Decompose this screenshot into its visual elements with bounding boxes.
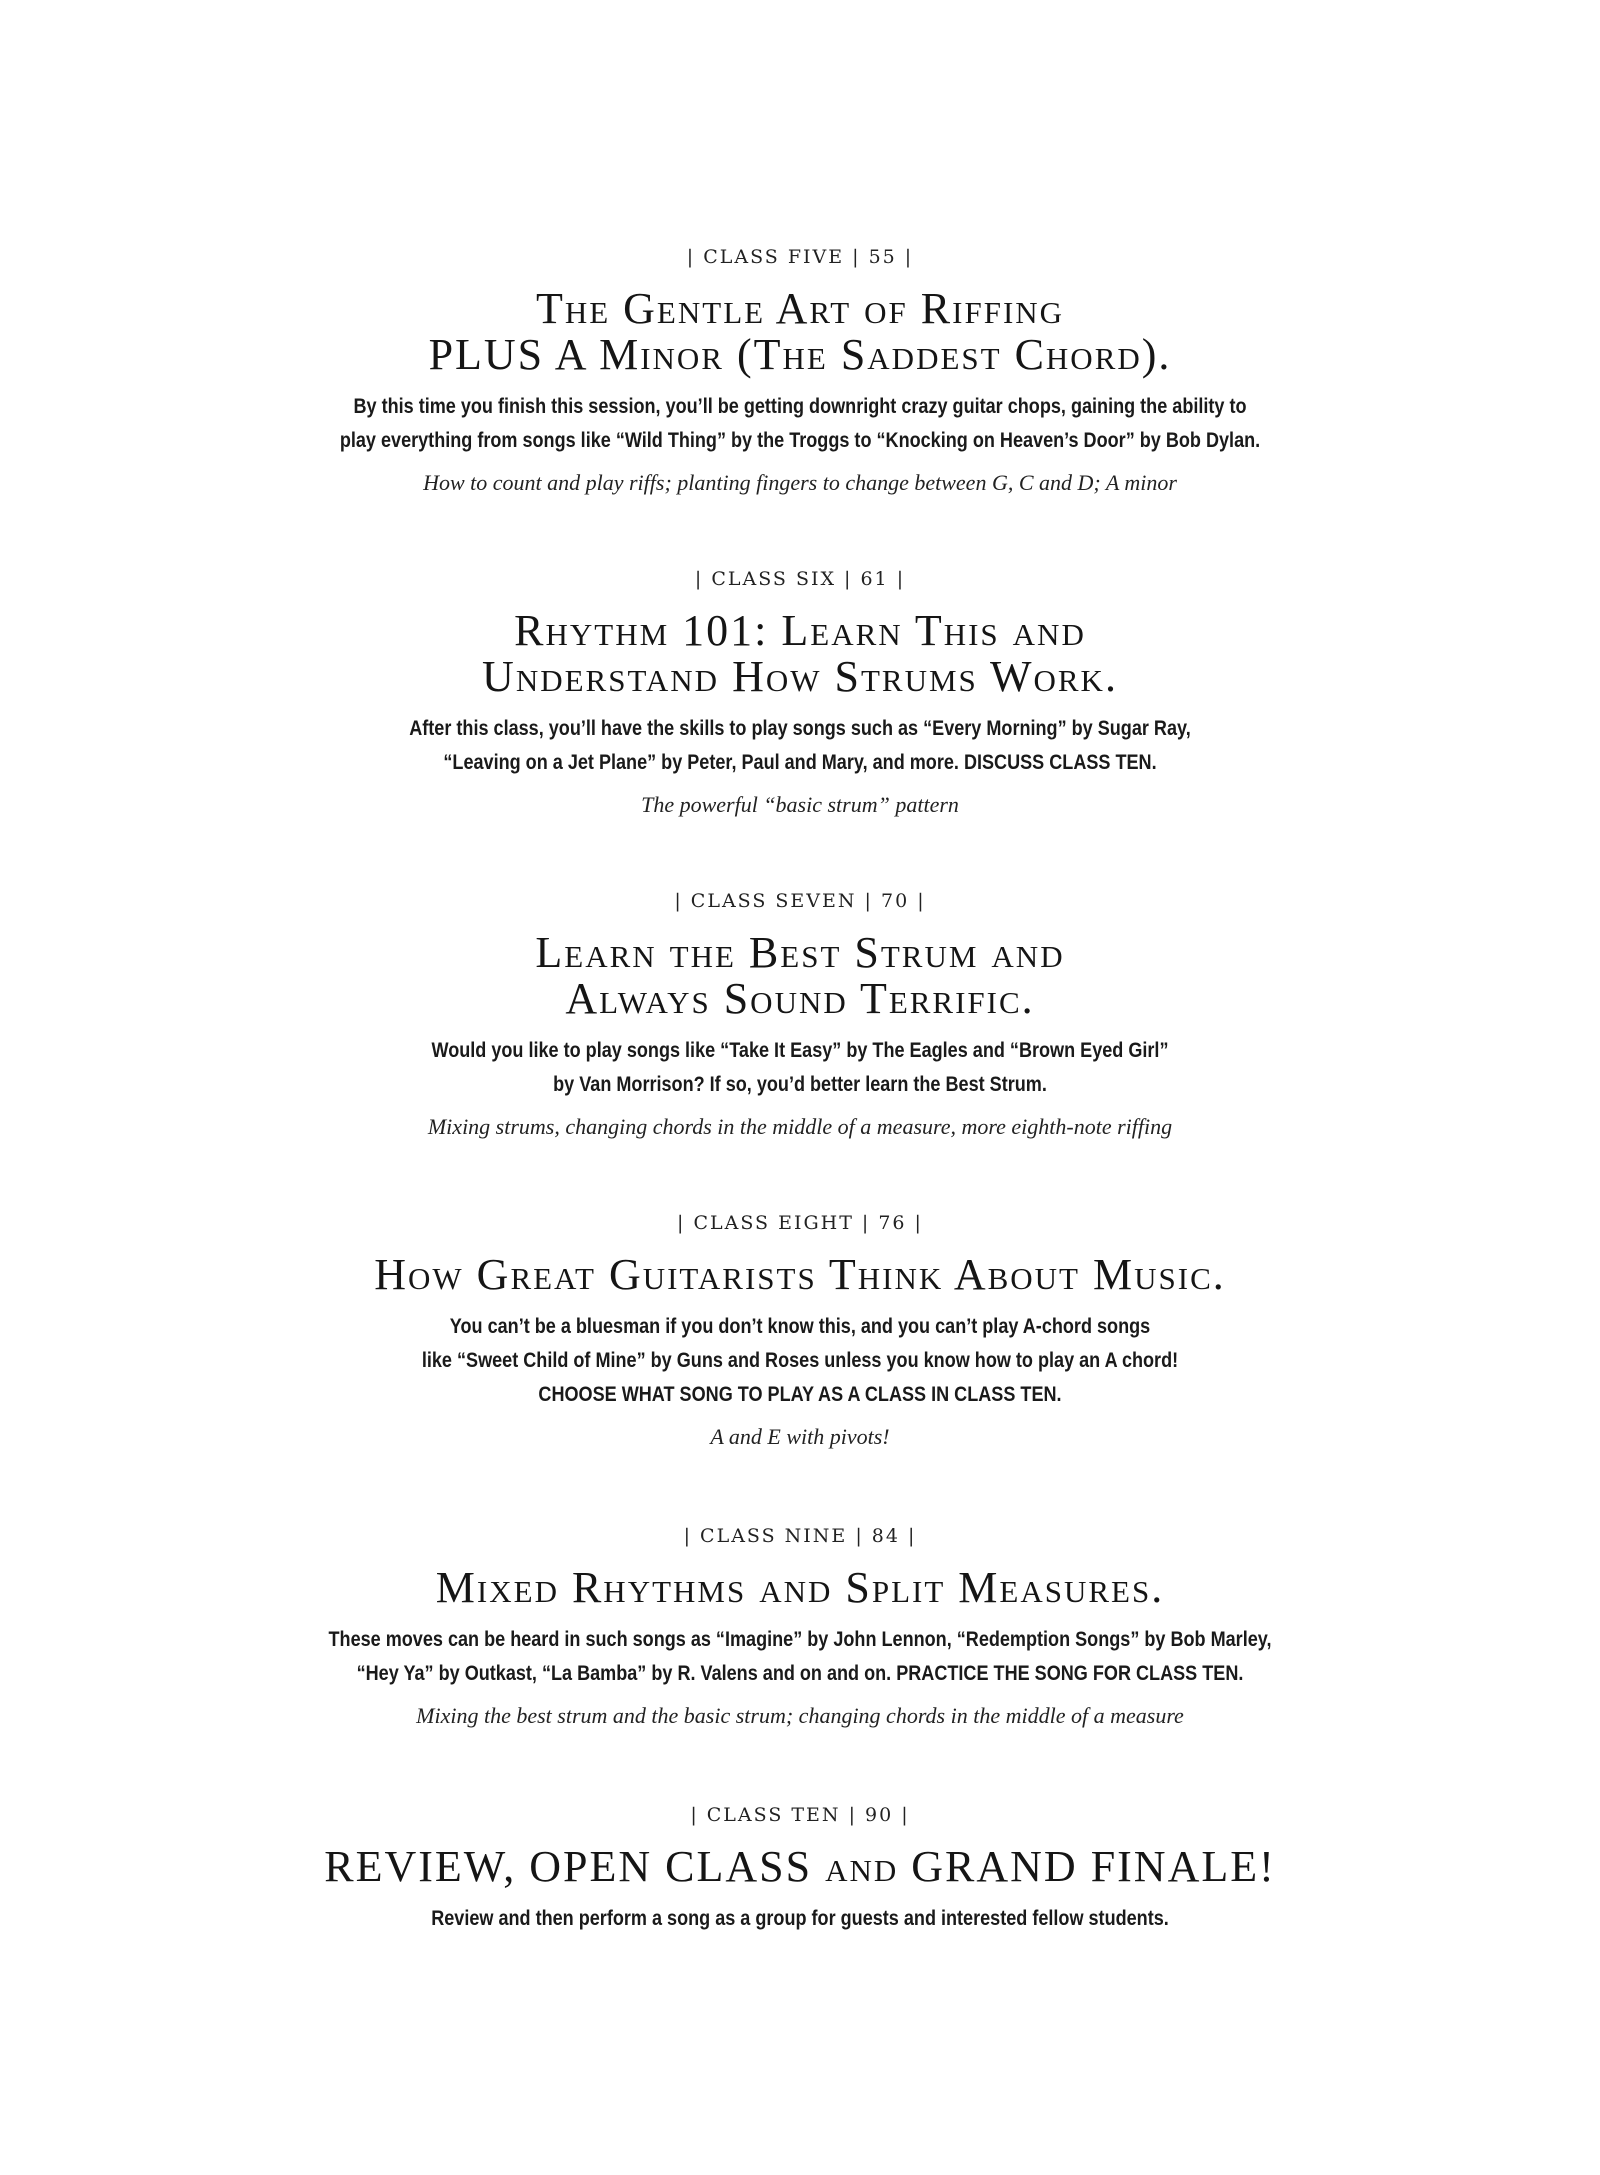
class-title-line: The Gentle Art of Riffing [535,284,1065,333]
description-line: Would you like to play songs like “Take It Easy” by The Eagles and “Brown Eyed Girl” [431,1039,1169,1062]
class-ten-section [0,1802,1600,1936]
class-description [112,1902,1488,1936]
description-line: After this class, you’ll have the skills to play songs such as “Every Morning” by Sugar Ray, [409,717,1191,740]
class-label: | CLASS SEVEN | 70 | [674,890,926,912]
description-line: By this time you finish this session, you’ll be getting downright crazy guitar chops, gaining the ability to [353,395,1247,418]
description-line: “Hey Ya” by Outkast, “La Bamba” by R. Valens and on and on. PRACTICE THE SONG FOR CLASS TEN. [356,1662,1244,1685]
description-line: by Van Morrison? If so, you’d better learn the Best Strum. [553,1073,1047,1096]
description-line: You can’t be a bluesman if you don’t know this, and you can’t play A-chord songs [449,1315,1151,1338]
description-line: Review and then perform a song as a group for guests and interested fellow students. [431,1907,1169,1930]
class-title [0,1844,1600,1890]
class-seven-section [0,888,1600,1142]
class-title-line: Mixed Rhythms and Split Measures. [435,1563,1165,1612]
class-title-line: Rhythm 101: Learn This and [514,606,1086,655]
class-topics: Mixing strums, changing chords in the middle of a measure, more eighth-note riffing [427,1114,1173,1139]
class-topics: The powerful “basic strum” pattern [641,792,959,817]
description-line: CHOOSE WHAT SONG TO PLAY AS A CLASS IN CLASS TEN. [538,1383,1062,1406]
class-eight-section [0,1210,1600,1452]
class-description [112,1034,1488,1102]
class-description [112,712,1488,780]
class-title-line: How Great Guitarists Think About Music. [374,1250,1226,1299]
class-title [0,930,1600,1022]
class-topics: How to count and play riffs; planting fingers to change between G, C and D; A minor [423,470,1177,495]
class-nine-section [0,1523,1600,1731]
class-five-section [0,244,1600,498]
description-line: like “Sweet Child of Mine” by Guns and Roses unless you know how to play an A chord! [421,1349,1179,1372]
class-title-line: Always Sound Terrific. [565,974,1035,1023]
class-label: | CLASS FIVE | 55 | [686,246,914,268]
class-description [112,1310,1488,1412]
class-label: | CLASS SIX | 61 | [694,568,906,590]
class-title-line: Learn the Best Strum and [535,928,1065,977]
class-title-line: REVIEW, OPEN CLASS and GRAND FINALE! [324,1842,1276,1891]
class-topics: A and E with pivots! [710,1424,890,1449]
description-line: play everything from songs like “Wild Thing” by the Troggs to “Knocking on Heaven’s Door” by Bob Dylan. [339,429,1261,452]
description-line: These moves can be heard in such songs as “Imagine” by John Lennon, “Redemption Songs” by Bob Marley, [328,1628,1272,1651]
class-title [0,608,1600,700]
class-description [112,1623,1488,1691]
class-title-line: PLUS A Minor (The Saddest Chord). [428,330,1172,379]
class-six-section [0,566,1600,820]
class-label: | CLASS EIGHT | 76 | [677,1212,923,1234]
class-title [0,1252,1600,1298]
class-description [112,390,1488,458]
class-label: | CLASS TEN | 90 | [690,1804,910,1826]
class-topics: Mixing the best strum and the basic strum; changing chords in the middle of a measure [416,1703,1184,1728]
class-title [0,286,1600,378]
description-line: “Leaving on a Jet Plane” by Peter, Paul and Mary, and more. DISCUSS CLASS TEN. [443,751,1157,774]
class-label: | CLASS NINE | 84 | [683,1525,917,1547]
class-title-line: Understand How Strums Work. [482,652,1118,701]
class-title [0,1565,1600,1611]
